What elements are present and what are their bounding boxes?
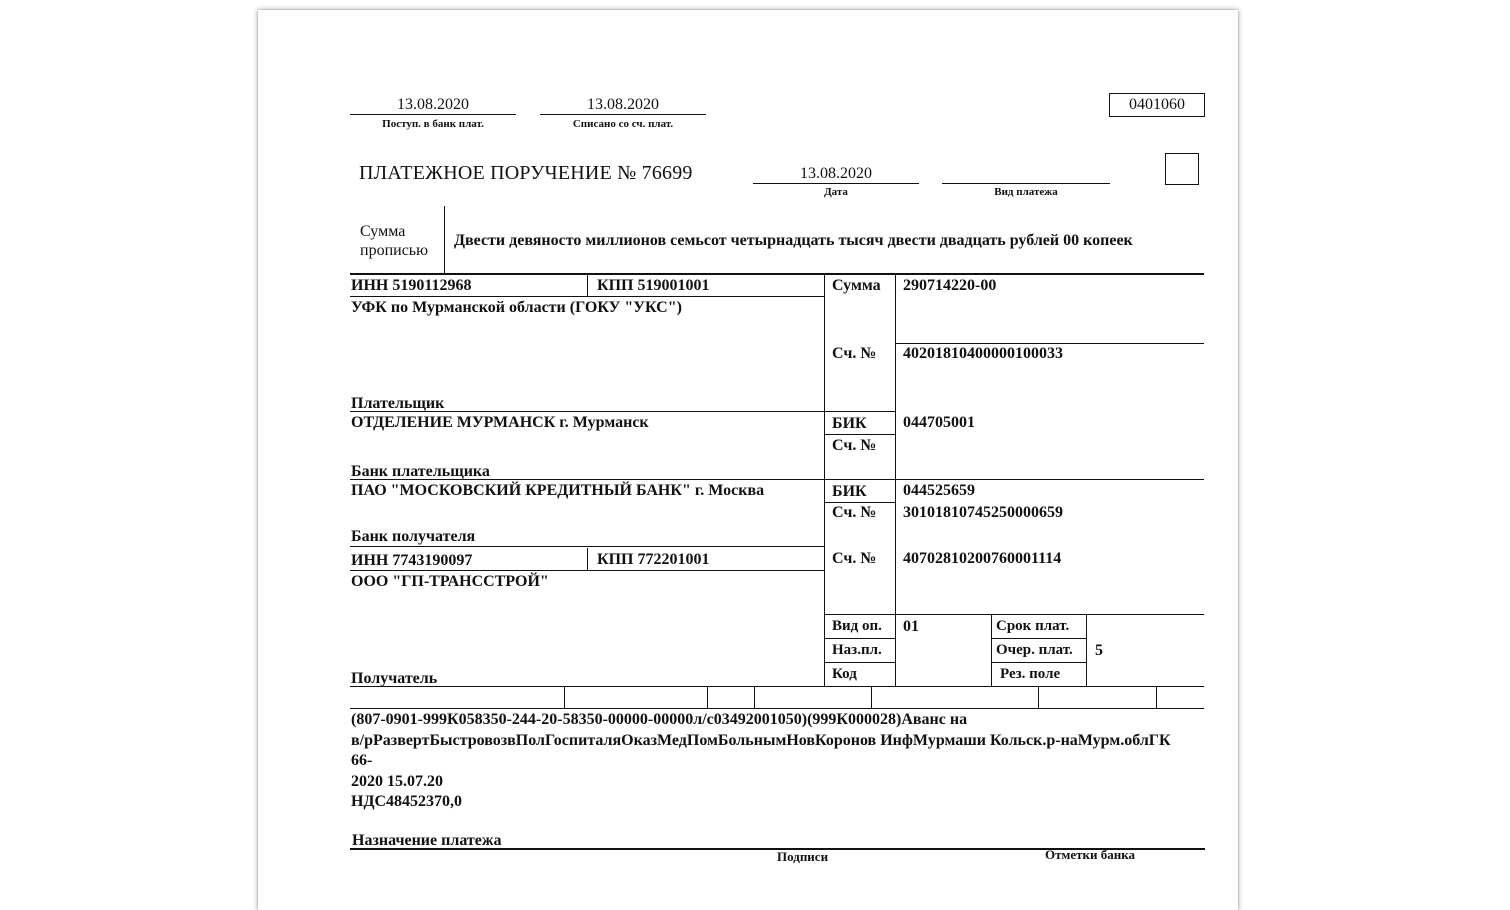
codes-line-a — [824, 638, 895, 639]
payer-bank-label: Банк плательщика — [351, 463, 490, 480]
payee-kpp: КПП 772201001 — [597, 551, 710, 568]
payer-inn: ИНН 5190112968 — [351, 277, 472, 294]
payee-bank-account-value: 30101810745250000659 — [903, 504, 1063, 521]
codes-line-b — [991, 638, 1086, 639]
payment-type-caption: Вид платежа — [994, 186, 1058, 198]
tax-cell-1 — [564, 686, 565, 708]
document-date: 13.08.2020 — [800, 165, 872, 182]
payer-label: Плательщик — [351, 395, 445, 412]
payee-account-value: 40702810200760001114 — [903, 550, 1062, 567]
payee-bank-label: Банк получателя — [351, 528, 476, 545]
grid-vline-right — [895, 274, 896, 686]
amount-words-text: Двести девяносто миллионов семьсот четырнадцать тысяч двести двадцать рублей 00 копеек — [454, 232, 1133, 249]
payer-inn-kpp-divider — [587, 274, 588, 296]
payer-bank-bik-label: БИК — [832, 415, 867, 432]
payer-bank-bik-line — [824, 434, 895, 435]
payer-bottom-line — [350, 411, 895, 412]
payer-account-label: Сч. № — [832, 345, 877, 362]
form-code: 0401060 — [1109, 93, 1205, 117]
payee-label: Получатель — [351, 670, 438, 687]
tax-cell-5 — [1038, 686, 1039, 708]
purpose-line-2: в/рРазвертБыстровозвПолГоспиталяОказМедПомБольнымНовКоронов ИнфМурмаши Кольск.р-наМурм.облГК 66- — [351, 731, 1171, 769]
payer-name: УФК по Мурманской области (ГОКУ "УКС") — [351, 299, 682, 316]
tax-cell-4 — [871, 686, 872, 708]
grid-line-top — [350, 273, 1204, 275]
payee-name: ООО "ГП-ТРАНССТРОЙ" — [351, 573, 549, 590]
codes-top-line — [824, 614, 1204, 615]
purpose-line-1: (807-0901-999К058350-244-20-58350-00000-00000л/с03492001050)(999К000028)Аванс на — [351, 711, 968, 728]
tax-cell-2 — [707, 686, 708, 708]
order-label: Очер. плат. — [996, 642, 1073, 658]
received-date: 13.08.2020 — [397, 96, 469, 113]
document-date-caption: Дата — [824, 186, 848, 198]
tax-cell-3 — [754, 686, 755, 708]
term-label: Срок плат. — [996, 618, 1070, 634]
payer-bank-account-label: Сч. № — [832, 437, 877, 454]
grid-vline-left — [824, 274, 825, 686]
payee-bank-name: ПАО "МОСКОВСКИЙ КРЕДИТНЫЙ БАНК" г. Москва — [351, 482, 765, 499]
status-box — [1165, 153, 1199, 185]
code-label: Код — [832, 666, 857, 682]
signatures-caption: Подписи — [777, 849, 829, 864]
payee-inn-line — [350, 570, 824, 571]
payer-kpp: КПП 519001001 — [597, 277, 710, 294]
sum-line — [895, 343, 1204, 344]
received-date-line — [350, 114, 516, 115]
payee-inn: ИНН 7743190097 — [351, 552, 473, 569]
payer-bank-bottom-line — [350, 479, 1204, 480]
tax-cell-6 — [1156, 686, 1157, 708]
document-title: ПЛАТЕЖНОЕ ПОРУЧЕНИЕ № 76699 — [359, 162, 693, 184]
tax-row-top-line — [350, 686, 1204, 687]
op-type-label: Вид оп. — [832, 618, 882, 634]
payer-bank-name: ОТДЕЛЕНИЕ МУРМАНСК г. Мурманск — [351, 414, 649, 431]
payee-bank-bottom-line — [350, 546, 824, 547]
op-type-value: 01 — [903, 618, 919, 635]
tax-row-bottom-line — [350, 708, 1204, 709]
payee-inn-kpp-divider — [587, 548, 588, 570]
sum-label: Сумма — [832, 277, 881, 294]
payee-bank-bik-line — [824, 502, 895, 503]
payee-bank-account-label: Сч. № — [832, 504, 877, 521]
payee-bank-bik-value: 044525659 — [903, 482, 975, 499]
payer-account-value: 40201810400000100033 — [903, 345, 1063, 362]
payee-bank-bik-label: БИК — [832, 483, 867, 500]
purpose-label: Назначение платежа — [352, 832, 502, 849]
codes-vline-2 — [1086, 614, 1087, 686]
purpose-code-label: Наз.пл. — [832, 642, 882, 658]
purpose-line-3: 2020 15.07.20 — [351, 772, 443, 790]
codes-line-c — [824, 662, 895, 663]
received-caption: Поступ. в банк плат. — [382, 118, 484, 130]
debited-caption: Списано со сч. плат. — [572, 118, 674, 130]
payment-order-sheet — [258, 10, 1238, 910]
codes-vline-1 — [991, 614, 992, 686]
reserve-label: Рез. поле — [1000, 666, 1061, 682]
payee-account-label: Сч. № — [832, 550, 877, 567]
debited-date: 13.08.2020 — [587, 96, 659, 113]
amount-words-label-1: Сумма — [360, 223, 406, 240]
amount-words-label-2: прописью — [360, 242, 429, 259]
sum-value: 290714220-00 — [903, 277, 997, 294]
amount-words-divider — [444, 206, 445, 274]
purpose-text — [351, 710, 1191, 813]
purpose-line-4: НДС48452370,0 — [351, 793, 463, 810]
codes-line-d — [991, 662, 1086, 663]
debited-date-line — [540, 114, 706, 115]
document-date-line — [753, 183, 919, 184]
payer-bank-bik-value: 044705001 — [903, 414, 975, 431]
bank-marks-caption: Отметки банка — [1045, 847, 1136, 862]
payment-type-line — [942, 183, 1110, 184]
order-value: 5 — [1095, 642, 1103, 659]
payer-inn-line — [350, 296, 824, 297]
